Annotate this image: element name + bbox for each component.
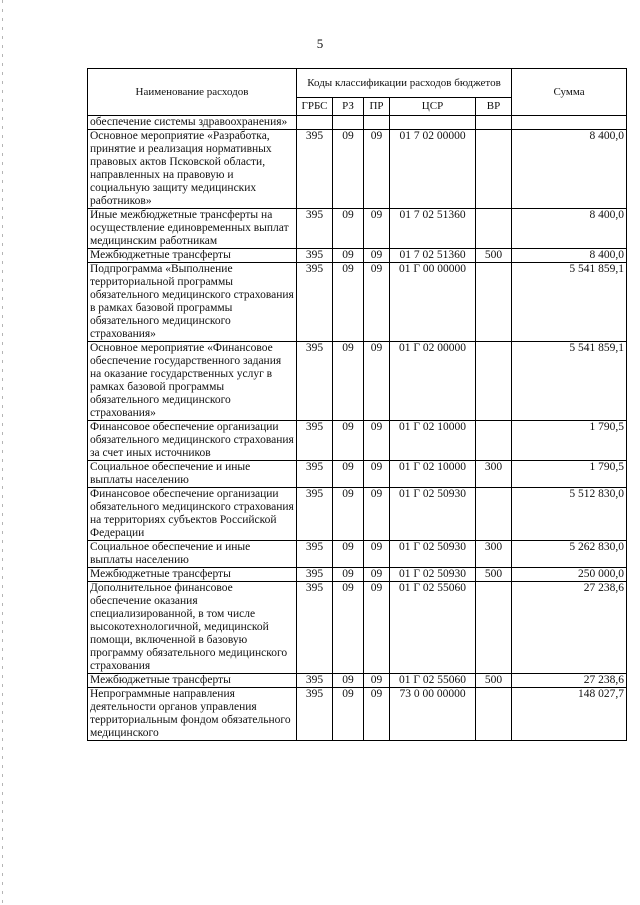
cell-vr: 500 [476, 674, 512, 688]
cell-sum: 8 400,0 [512, 130, 627, 209]
cell-pr: 09 [364, 342, 390, 421]
cell-csr: 01 Г 02 50930 [390, 568, 476, 582]
cell-csr: 01 Г 02 55060 [390, 674, 476, 688]
cell-vr: 500 [476, 568, 512, 582]
cell-grbs: 395 [297, 342, 333, 421]
cell-vr: 500 [476, 249, 512, 263]
table-row [88, 568, 627, 582]
table-body [88, 116, 627, 741]
cell-rz: 09 [333, 541, 364, 568]
cell-csr: 01 Г 02 00000 [390, 342, 476, 421]
cell-name: Социальное обеспечение и иные выплаты населению [88, 461, 297, 488]
header-pr: ПР [364, 98, 390, 116]
cell-csr: 01 Г 02 10000 [390, 461, 476, 488]
cell-csr: 01 Г 02 55060 [390, 582, 476, 674]
cell-grbs: 395 [297, 130, 333, 209]
header-name: Наименование расходов [88, 69, 297, 116]
cell-rz: 09 [333, 249, 364, 263]
cell-vr [476, 421, 512, 461]
cell-csr: 01 7 02 00000 [390, 130, 476, 209]
cell-sum: 1 790,5 [512, 421, 627, 461]
cell-pr: 09 [364, 568, 390, 582]
cell-pr: 09 [364, 249, 390, 263]
cell-rz: 09 [333, 674, 364, 688]
cell-vr [476, 116, 512, 130]
cell-sum: 5 541 859,1 [512, 263, 627, 342]
cell-grbs: 395 [297, 488, 333, 541]
cell-pr: 09 [364, 461, 390, 488]
cell-sum: 5 262 830,0 [512, 541, 627, 568]
table-row [88, 582, 627, 674]
cell-rz: 09 [333, 688, 364, 741]
cell-grbs: 395 [297, 209, 333, 249]
cell-pr: 09 [364, 582, 390, 674]
cell-sum: 5 541 859,1 [512, 342, 627, 421]
cell-grbs: 395 [297, 249, 333, 263]
cell-csr: 01 Г 00 00000 [390, 263, 476, 342]
table-row [88, 541, 627, 568]
cell-grbs: 395 [297, 568, 333, 582]
cell-rz: 09 [333, 209, 364, 249]
cell-name: Межбюджетные трансферты [88, 568, 297, 582]
cell-grbs: 395 [297, 421, 333, 461]
cell-sum: 5 512 830,0 [512, 488, 627, 541]
cell-name: Основное мероприятие «Разработка, принятие и реализация нормативных правовых актов Псковской области, направленных на правовую и социальную защиту медицинских работников» [88, 130, 297, 209]
table-row [88, 488, 627, 541]
cell-vr [476, 130, 512, 209]
cell-sum: 1 790,5 [512, 461, 627, 488]
table-row [88, 263, 627, 342]
cell-sum: 27 238,6 [512, 582, 627, 674]
cell-vr [476, 263, 512, 342]
cell-vr [476, 688, 512, 741]
cell-name: Межбюджетные трансферты [88, 249, 297, 263]
cell-pr: 09 [364, 130, 390, 209]
header-grbs: ГРБС [297, 98, 333, 116]
cell-vr [476, 342, 512, 421]
table-row [88, 461, 627, 488]
cell-rz: 09 [333, 130, 364, 209]
cell-csr: 73 0 00 00000 [390, 688, 476, 741]
cell-sum: 8 400,0 [512, 249, 627, 263]
cell-sum: 27 238,6 [512, 674, 627, 688]
cell-name: Дополнительное финансовое обеспечение оказания специализированной, в том числе высокотехнологичной, медицинской помощи, включенной в базовую программу обязательного медицинского страхования [88, 582, 297, 674]
cell-rz: 09 [333, 461, 364, 488]
cell-csr: 01 7 02 51360 [390, 209, 476, 249]
table-row [88, 249, 627, 263]
header-rz: РЗ [333, 98, 364, 116]
cell-pr: 09 [364, 488, 390, 541]
table-row [88, 674, 627, 688]
cell-csr: 01 Г 02 50930 [390, 541, 476, 568]
cell-sum: 8 400,0 [512, 209, 627, 249]
cell-name: Финансовое обеспечение организации обязательного медицинского страхования на территориях субъектов Российской Федерации [88, 488, 297, 541]
table-row [88, 116, 627, 130]
cell-name: Финансовое обеспечение организации обязательного медицинского страхования за счет иных источников [88, 421, 297, 461]
header-vr: ВР [476, 98, 512, 116]
cell-csr: 01 Г 02 10000 [390, 421, 476, 461]
cell-rz [333, 116, 364, 130]
cell-vr [476, 488, 512, 541]
table-row [88, 421, 627, 461]
header-csr: ЦСР [390, 98, 476, 116]
table-row [88, 209, 627, 249]
cell-rz: 09 [333, 582, 364, 674]
cell-name: Межбюджетные трансферты [88, 674, 297, 688]
table-row [88, 688, 627, 741]
cell-name: Подпрограмма «Выполнение территориальной программы обязательного медицинского страхования в рамках базовой программы обязательного медицинского страхования» [88, 263, 297, 342]
cell-vr: 300 [476, 461, 512, 488]
cell-csr: 01 7 02 51360 [390, 249, 476, 263]
cell-pr: 09 [364, 688, 390, 741]
header-codes: Коды классификации расходов бюджетов [297, 69, 512, 98]
cell-grbs: 395 [297, 674, 333, 688]
cell-pr: 09 [364, 674, 390, 688]
cell-sum [512, 116, 627, 130]
cell-pr [364, 116, 390, 130]
cell-name: Основное мероприятие «Финансовое обеспечение государственного задания на оказание государственных услуг в рамках базовой программы обязательного медицинского страхования» [88, 342, 297, 421]
cell-grbs: 395 [297, 688, 333, 741]
cell-name: Непрограммные направления деятельности органов управления территориальным фондом обязательного медицинского [88, 688, 297, 741]
cell-grbs: 395 [297, 263, 333, 342]
cell-sum: 250 000,0 [512, 568, 627, 582]
cell-csr [390, 116, 476, 130]
header-sum: Сумма [512, 69, 627, 116]
cell-grbs: 395 [297, 541, 333, 568]
cell-pr: 09 [364, 421, 390, 461]
cell-name: обеспечение системы здравоохранения» [88, 116, 297, 130]
cell-rz: 09 [333, 421, 364, 461]
cell-name: Иные межбюджетные трансферты на осуществление единовременных выплат медицинским работникам [88, 209, 297, 249]
cell-grbs: 395 [297, 461, 333, 488]
cell-vr [476, 209, 512, 249]
cell-rz: 09 [333, 263, 364, 342]
cell-grbs [297, 116, 333, 130]
page-number: 5 [316, 36, 324, 51]
cell-rz: 09 [333, 488, 364, 541]
table-row [88, 130, 627, 209]
cell-vr: 300 [476, 541, 512, 568]
cell-sum: 148 027,7 [512, 688, 627, 741]
expenditure-table [87, 68, 627, 741]
cell-csr: 01 Г 02 50930 [390, 488, 476, 541]
cell-rz: 09 [333, 342, 364, 421]
cell-name: Социальное обеспечение и иные выплаты населению [88, 541, 297, 568]
cell-pr: 09 [364, 263, 390, 342]
cell-vr [476, 582, 512, 674]
cell-pr: 09 [364, 541, 390, 568]
cell-pr: 09 [364, 209, 390, 249]
scan-edge-marks [2, 0, 3, 905]
cell-rz: 09 [333, 568, 364, 582]
cell-grbs: 395 [297, 582, 333, 674]
table-row [88, 342, 627, 421]
